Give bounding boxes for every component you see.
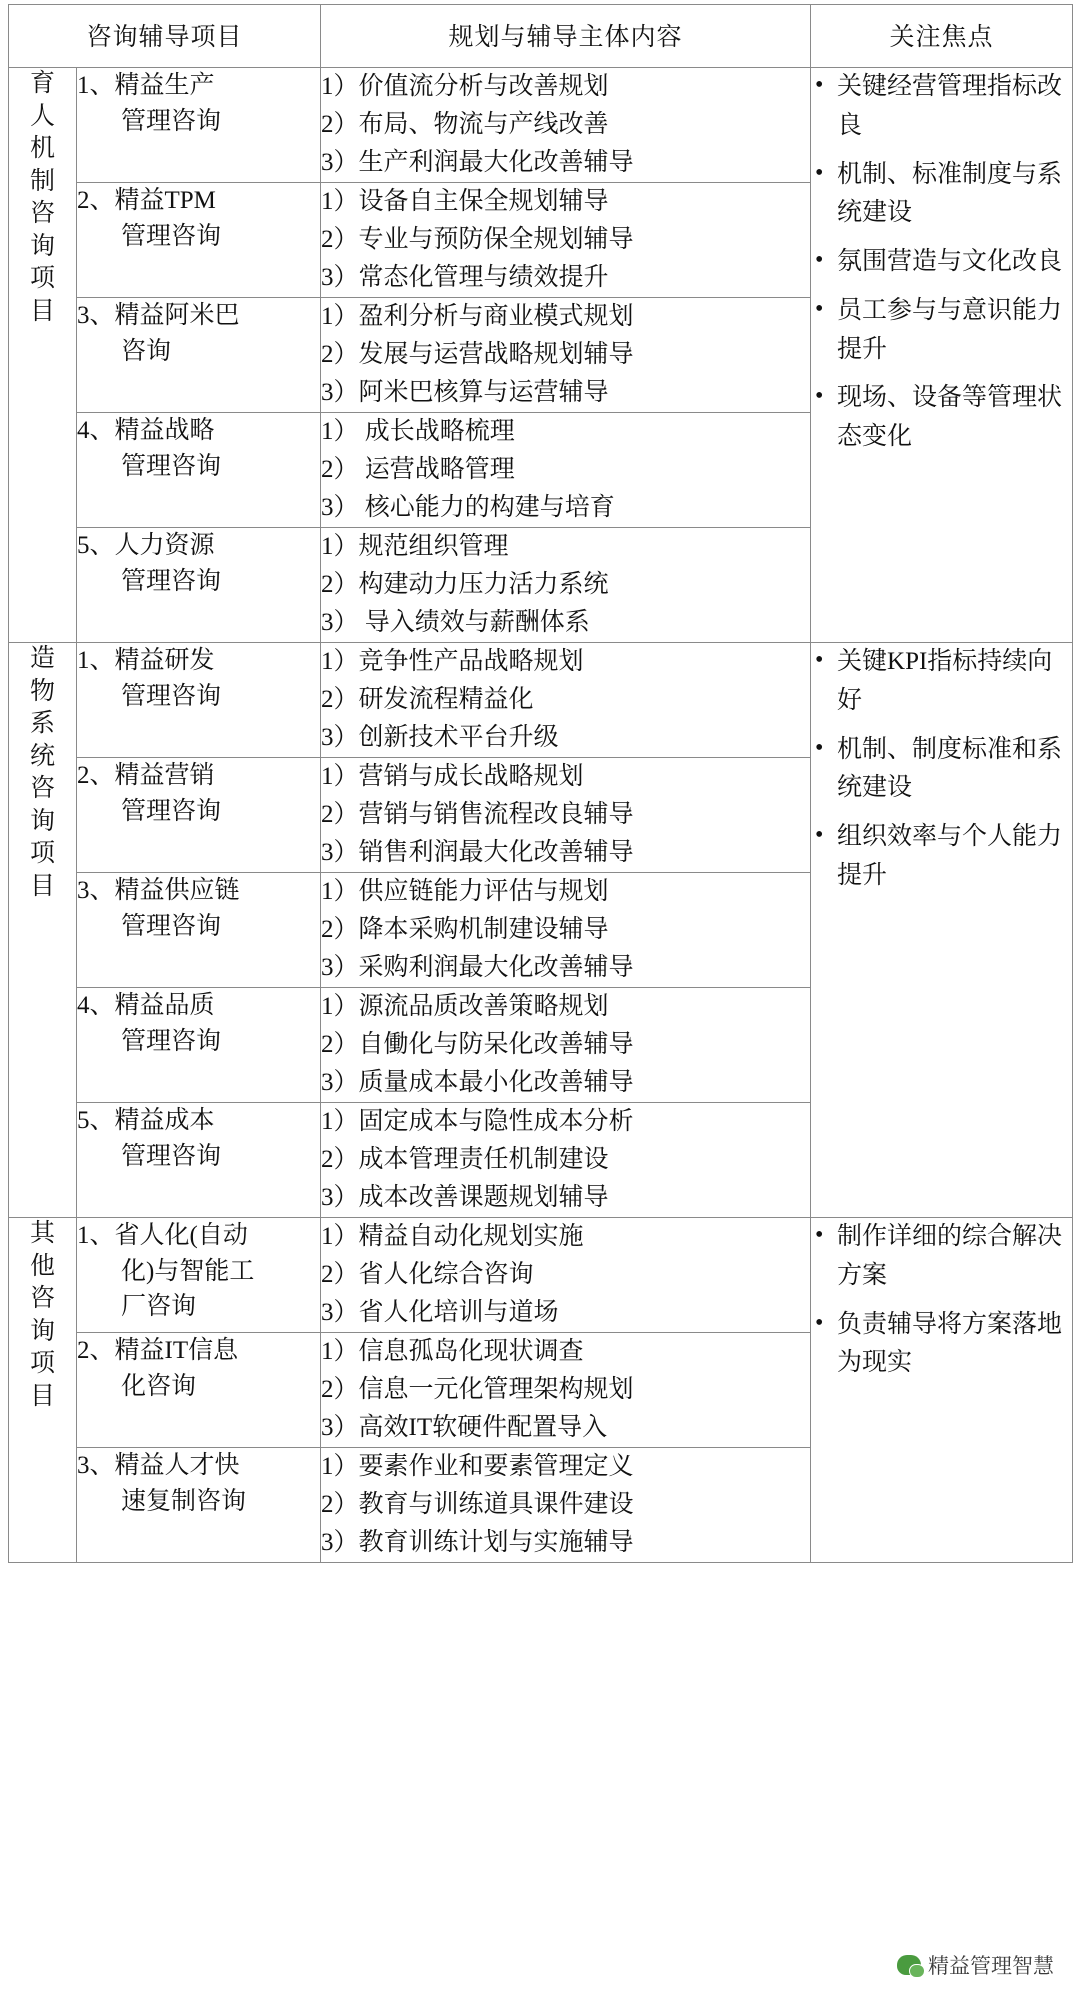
item-cell: [77, 528, 321, 643]
item-cell: [77, 1448, 321, 1563]
body-cell: [321, 1103, 811, 1218]
body-cell: [321, 1333, 811, 1448]
focus-text: • 组织效率与个人能力提升: [837, 823, 1063, 889]
body-line: 1）设备自主保全规划辅导: [321, 188, 609, 215]
body-line: 3）销售利润最大化改善辅导: [321, 839, 634, 866]
body-line: 1）信息孤岛化现状调查: [321, 1338, 584, 1365]
body-cell: [321, 528, 811, 643]
body-line: 2）布局、物流与产线改善: [321, 111, 609, 138]
item-line: 3、精益阿米巴: [77, 302, 240, 329]
focus-list: [811, 643, 1072, 896]
body-cell: [321, 873, 811, 988]
body-cell: [321, 298, 811, 413]
item-line: 3、精益人才快: [77, 1452, 240, 1479]
list-item: [811, 156, 1072, 234]
body-line: 2）专业与预防保全规划辅导: [321, 226, 634, 253]
item-cell: [77, 758, 321, 873]
focus-list: [811, 68, 1072, 457]
body-line: 2）信息一元化管理架构规划: [321, 1376, 634, 1403]
consulting-matrix-table: [8, 4, 1073, 1563]
focus-cell-3: [811, 1218, 1073, 1563]
item-line: 管理咨询: [121, 567, 222, 595]
body-line: 3）省人化培训与道场: [321, 1299, 559, 1326]
item-cell: [77, 413, 321, 528]
body-line: 3）常态化管理与绩效提升: [321, 264, 609, 291]
body-line: 1） 成长战略梳理: [321, 418, 515, 445]
group-label-text: 其他咨询项目: [29, 1220, 55, 1410]
body-line: 2） 运营战略管理: [321, 456, 515, 483]
item-line: 1、精益研发: [77, 647, 215, 674]
group-label-cell-3: [9, 1218, 77, 1563]
body-line: 1）竞争性产品战略规划: [321, 648, 584, 675]
header-row: [9, 5, 1073, 68]
body-line: 2）成本管理责任机制建设: [321, 1146, 609, 1173]
group-label-text: 育人机制咨询项目: [29, 70, 55, 325]
body-line: 2）发展与运营战略规划辅导: [321, 341, 634, 368]
item-line: 4、精益品质: [77, 992, 215, 1019]
item-cell: [77, 1333, 321, 1448]
item-line: 速复制咨询: [121, 1487, 247, 1515]
body-line: 2）教育与训练道具课件建设: [321, 1491, 634, 1518]
body-line: 1）盈利分析与商业模式规划: [321, 303, 634, 330]
body-line: 3）教育训练计划与实施辅导: [321, 1529, 634, 1556]
list-item: [811, 1306, 1072, 1384]
item-line: 管理咨询: [121, 1027, 222, 1055]
body-line: 3）质量成本最小化改善辅导: [321, 1069, 634, 1096]
item-cell: [77, 298, 321, 413]
body-line: 2）研发流程精益化: [321, 686, 534, 713]
group-label-cell-2: [9, 643, 77, 1218]
item-cell: [77, 183, 321, 298]
item-line: 化)与智能工: [121, 1257, 255, 1285]
body-cell: [321, 413, 811, 528]
body-line: 3）高效IT软硬件配置导入: [321, 1414, 608, 1441]
item-line: 管理咨询: [121, 452, 222, 480]
focus-text: • 制作详细的综合解决方案: [837, 1223, 1063, 1289]
table-row: [9, 1218, 1073, 1333]
body-line: 3）生产利润最大化改善辅导: [321, 149, 634, 176]
body-line: 1）供应链能力评估与规划: [321, 878, 609, 905]
group-label-cell-1: [9, 68, 77, 643]
body-cell: [321, 183, 811, 298]
item-line: 管理咨询: [121, 797, 222, 825]
group-label-text: 造物系统咨询项目: [29, 645, 55, 900]
focus-text: • 机制、制度标准和系统建设: [837, 735, 1063, 802]
list-item: [811, 68, 1072, 146]
item-cell: [77, 1218, 321, 1333]
body-line: 1）营销与成长战略规划: [321, 763, 584, 790]
item-line: 1、精益生产: [77, 72, 215, 99]
list-item: [811, 1218, 1072, 1296]
item-line: 1、省人化(自动: [77, 1222, 248, 1249]
item-cell: [77, 873, 321, 988]
item-line: 管理咨询: [121, 222, 222, 250]
body-line: 2）自働化与防呆化改善辅导: [321, 1031, 634, 1058]
body-line: 1）价值流分析与改善规划: [321, 73, 609, 100]
header-cell-body: 规划与辅导主体内容: [321, 5, 811, 68]
body-cell: [321, 1218, 811, 1333]
body-line: 1）要素作业和要素管理定义: [321, 1453, 634, 1480]
focus-text: • 机制、标准制度与系统建设: [837, 160, 1063, 227]
table-body: [9, 68, 1073, 1563]
body-cell: [321, 643, 811, 758]
list-item: [811, 292, 1072, 370]
table-header: [9, 5, 1073, 68]
item-cell: [77, 68, 321, 183]
body-line: 1）源流品质改善策略规划: [321, 993, 609, 1020]
list-item: [811, 818, 1072, 896]
item-line: 管理咨询: [121, 107, 222, 135]
list-item: [811, 643, 1072, 721]
focus-cell-2: [811, 643, 1073, 1218]
list-item: [811, 379, 1072, 457]
body-line: 3） 核心能力的构建与培育: [321, 494, 615, 521]
focus-text: • 关键KPI指标持续向好: [837, 648, 1053, 714]
item-cell: [77, 643, 321, 758]
item-line: 2、精益IT信息: [77, 1337, 239, 1364]
body-cell: [321, 988, 811, 1103]
list-item: [811, 243, 1072, 282]
item-line: 管理咨询: [121, 912, 222, 940]
item-line: 咨询: [121, 337, 172, 365]
item-cell: [77, 1103, 321, 1218]
focus-text: • 负责辅导将方案落地为现实: [837, 1310, 1063, 1377]
body-line: 2）营销与销售流程改良辅导: [321, 801, 634, 828]
body-line: 3）采购利润最大化改善辅导: [321, 954, 634, 981]
table-row: [9, 68, 1073, 183]
body-line: 2）构建动力压力活力系统: [321, 571, 609, 598]
body-line: 2）降本采购机制建设辅导: [321, 916, 609, 943]
item-cell: [77, 988, 321, 1103]
item-line: 2、精益营销: [77, 762, 215, 789]
focus-text: • 员工参与与意识能力提升: [837, 296, 1063, 363]
body-cell: [321, 758, 811, 873]
focus-text: • 氛围营造与文化改良: [837, 248, 1063, 275]
body-line: 1）精益自动化规划实施: [321, 1223, 584, 1250]
item-line: 3、精益供应链: [77, 877, 240, 904]
item-line: 厂咨询: [121, 1293, 197, 1320]
focus-cell-1: [811, 68, 1073, 643]
item-line: 管理咨询: [121, 682, 222, 710]
body-line: 3）创新技术平台升级: [321, 724, 559, 751]
watermark-badge: [897, 1950, 1054, 1980]
list-item: [811, 731, 1072, 809]
header-cell-focus: 关注焦点: [811, 5, 1073, 68]
item-line: 2、精益TPM: [77, 187, 216, 214]
header-cell-item: 咨询辅导项目: [9, 5, 321, 68]
watermark-label: 精益管理智慧: [928, 1955, 1054, 1978]
body-cell: [321, 1448, 811, 1563]
focus-text: • 关键经营管理指标改良: [837, 73, 1063, 139]
body-line: 3）阿米巴核算与运营辅导: [321, 379, 609, 406]
body-cell: [321, 68, 811, 183]
table-row: [9, 643, 1073, 758]
item-line: 化咨询: [121, 1372, 197, 1400]
item-line: 5、精益成本: [77, 1107, 215, 1134]
focus-text: • 现场、设备等管理状态变化: [837, 384, 1063, 450]
item-line: 5、人力资源: [77, 532, 215, 559]
body-line: 1）规范组织管理: [321, 533, 509, 560]
focus-list: [811, 1218, 1072, 1383]
item-line: 管理咨询: [121, 1142, 222, 1170]
body-line: 2）省人化综合咨询: [321, 1261, 534, 1288]
item-line: 4、精益战略: [77, 417, 215, 444]
body-line: 3）成本改善课题规划辅导: [321, 1184, 609, 1211]
body-line: 3） 导入绩效与薪酬体系: [321, 609, 590, 636]
body-line: 1）固定成本与隐性成本分析: [321, 1108, 634, 1135]
wechat-icon: [897, 1955, 921, 1975]
